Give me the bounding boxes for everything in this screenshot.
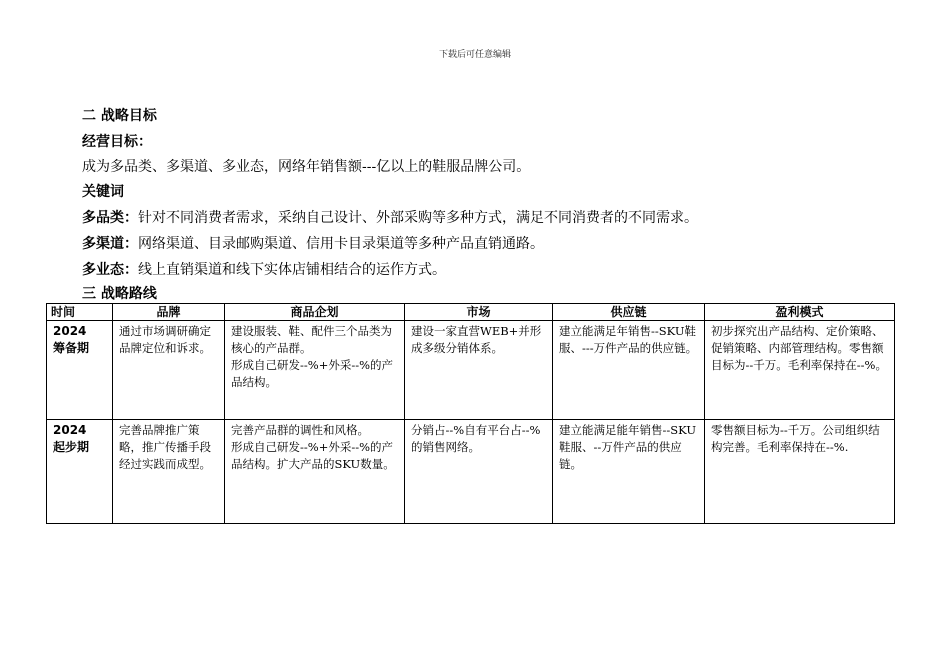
product-text: 形成自己研发--%+外采--%的产品结构。	[231, 358, 394, 389]
goal-text: 成为多品类、多渠道、多业态，网络年销售额---亿以上的鞋服品牌公司。	[82, 159, 531, 175]
product-text: 建设服装、鞋、配件三个品类为核心的产品群。	[231, 324, 392, 355]
cell-supply-chain: 建立能满足年销售--SKU鞋服、---万件产品的供应链。	[553, 321, 705, 420]
header-product-planning: 商品企划	[225, 304, 405, 321]
cell-market: 建设一家直营WEB+并形成多级分销体系。	[405, 321, 553, 420]
period-year: 2024	[53, 423, 87, 437]
keyword-desc: 线上直销渠道和线下实体店铺相结合的运作方式。	[138, 262, 446, 278]
keyword-desc: 针对不同消费者需求，采纳自己设计、外部采购等多种方式，满足不同消费者的不同需求。	[138, 210, 698, 226]
product-text: 形成自己研发--%+外采--%的产品结构。扩大产品的SKU数量。	[231, 440, 395, 471]
table-header-row	[47, 304, 895, 321]
table-row	[47, 321, 895, 420]
cell-brand: 通过市场调研确定品牌定位和诉求。	[113, 321, 225, 420]
cell-product-planning	[225, 321, 405, 420]
keyword-term: 多业态：	[82, 262, 138, 278]
keyword-term: 多渠道：	[82, 236, 138, 252]
header-supply-chain: 供应链	[553, 304, 705, 321]
header-time: 时间	[47, 304, 113, 321]
header-brand: 品牌	[113, 304, 225, 321]
cell-profit-model: 初步探究出产品结构、定价策略、促销策略、内部管理结构。零售额目标为--千万。毛利率保持在--%。	[705, 321, 895, 420]
keywords-heading: 关键词	[82, 184, 124, 200]
header-note: 下载后可任意编辑	[438, 50, 511, 60]
keyword-term: 多品类：	[82, 210, 138, 226]
keyword-item	[82, 260, 446, 280]
strategy-route-table	[46, 303, 895, 524]
keyword-item	[82, 234, 544, 254]
cell-period	[47, 420, 113, 524]
table-row	[47, 420, 895, 524]
cell-supply-chain: 建立能满足能年销售--SKU鞋服、--万件产品的供应链。	[553, 420, 705, 524]
cell-period	[47, 321, 113, 420]
header-market: 市场	[405, 304, 553, 321]
cell-profit-model: 零售额目标为--千万。公司组织结构完善。毛利率保持在--%.	[705, 420, 895, 524]
goal-heading: 经营目标：	[82, 134, 152, 150]
period-stage: 筹备期	[53, 341, 90, 355]
keyword-item	[82, 208, 698, 228]
cell-product-planning	[225, 420, 405, 524]
header-profit-model: 盈利模式	[705, 304, 895, 321]
period-stage: 起步期	[53, 440, 90, 454]
section-title-route: 三 战略路线	[82, 286, 157, 302]
cell-market: 分销占--%自有平台占--%的销售网络。	[405, 420, 553, 524]
product-text: 完善产品群的调性和风格。	[231, 423, 369, 437]
section-title-goals: 二 战略目标	[82, 108, 157, 124]
cell-brand: 完善品牌推广策略，推广传播手段经过实践而成型。	[113, 420, 225, 524]
keyword-desc: 网络渠道、目录邮购渠道、信用卡目录渠道等多种产品直销通路。	[138, 236, 544, 252]
period-year: 2024	[53, 324, 87, 338]
